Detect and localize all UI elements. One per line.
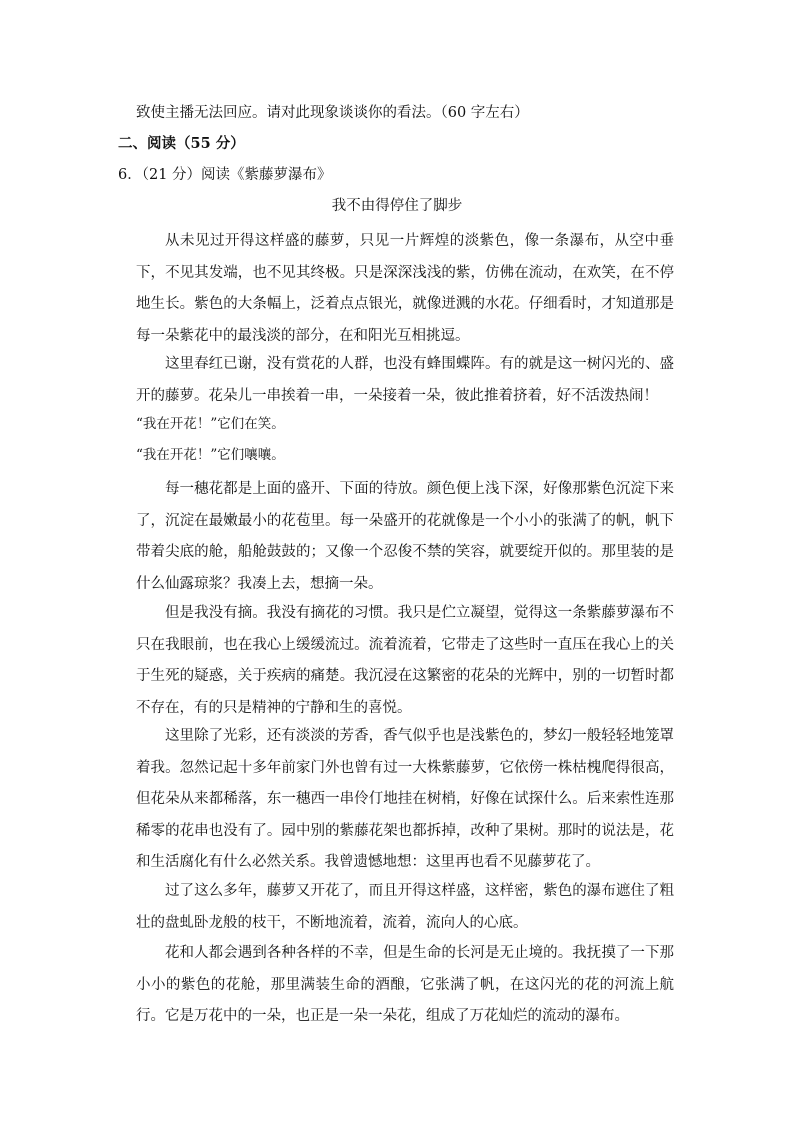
passage-paragraph-4: 但是我没有摘。我没有摘花的习惯。我只是伫立凝望，觉得这一条紫藤萝瀑布不只在我眼前，也在我心上缓缓流过。流着流着，它带走了这些时一直压在我心上的关于生死的疑惑，关于疾病的痛楚。我沉浸在这繁密的花朵的光辉中，别的一切暂时都不存在，有的只是精神的宁静和生的喜悦。 — [136, 605, 674, 716]
passage-paragraph-7: 花和人都会遇到各种各样的不幸，但是生命的长河是无止境的。我抚摸了一下那小小的紫色的花舱，那里满装生命的酒酿，它张满了帆，在这闪光的花的河流上航行。它是万花中的一朵，也正是一朵一朵花，组成了万花灿烂的流动的瀑布。 — [136, 945, 674, 1024]
passage-paragraph-1: 从未见过开得这样盛的藤萝，只见一片辉煌的淡紫色，像一条瀑布，从空中垂下，不见其发端，也不见其终极。只是深深浅浅的紫，仿佛在流动，在欢笑，在不停地生长。紫色的大条幅上，泛着点点银光，就像迸溅的水花。仔细看时，才知道那是每一朵紫花中的最浅淡的部分，在和阳光互相挑逗。 — [136, 233, 674, 344]
intro-line: 致使主播无法回应。请对此现象谈谈你的看法。（60 字左右） — [136, 105, 529, 121]
question-line: 6．（21 分）阅读《紫藤萝瀑布》 — [118, 167, 332, 183]
passage-paragraph-3: 每一穗花都是上面的盛开、下面的待放。颜色便上浅下深，好像那紫色沉淀下来了，沉淀在最嫩最小的花苞里。每一朵盛开的花就像是一个小小的张满了的帆，帆下带着尖底的舱，船舱鼓鼓的；又像一个忍俊不禁的笑容，就要绽开似的。那里装的是什么仙露琼浆？我凑上去，想摘一朵。 — [136, 481, 674, 592]
passage-paragraph-2: 这里春红已谢，没有赏花的人群，也没有蜂围蝶阵。有的就是这一树闪光的、盛开的藤萝。花朵儿一串挨着一串，一朵接着一朵，彼此推着挤着，好不活泼热闹！ — [136, 356, 674, 404]
passage-paragraph-5: 这里除了光彩，还有淡淡的芳香，香气似乎也是浅紫色的，梦幻一般轻轻地笼罩着我。忽然记起十多年前家门外也曾有过一大株紫藤萝，它依傍一株枯槐爬得很高，但花朵从来都稀落，东一穗西一串伶仃地挂在树梢，好像在试探什么。后来索性连那稀零的花串也没有了。园中别的紫藤花架也都拆掉，改种了果树。那时的说法是，花和生活腐化有什么必然关系。我曾遗憾地想：这里再也看不见藤萝花了。 — [136, 728, 674, 870]
passage-quote-1: “我在开花！”它们在笑。 — [136, 416, 285, 432]
section-heading: 二、阅读（55 分） — [118, 135, 245, 152]
passage-subtitle: 我不由得停住了脚步 — [331, 198, 463, 214]
passage-quote-2: “我在开花！”它们嚷嚷。 — [136, 447, 285, 463]
passage-paragraph-6: 过了这么多年，藤萝又开花了，而且开得这样盛，这样密，紫色的瀑布遮住了粗壮的盘虬卧龙般的枝干，不断地流着，流着，流向人的心底。 — [136, 883, 674, 931]
